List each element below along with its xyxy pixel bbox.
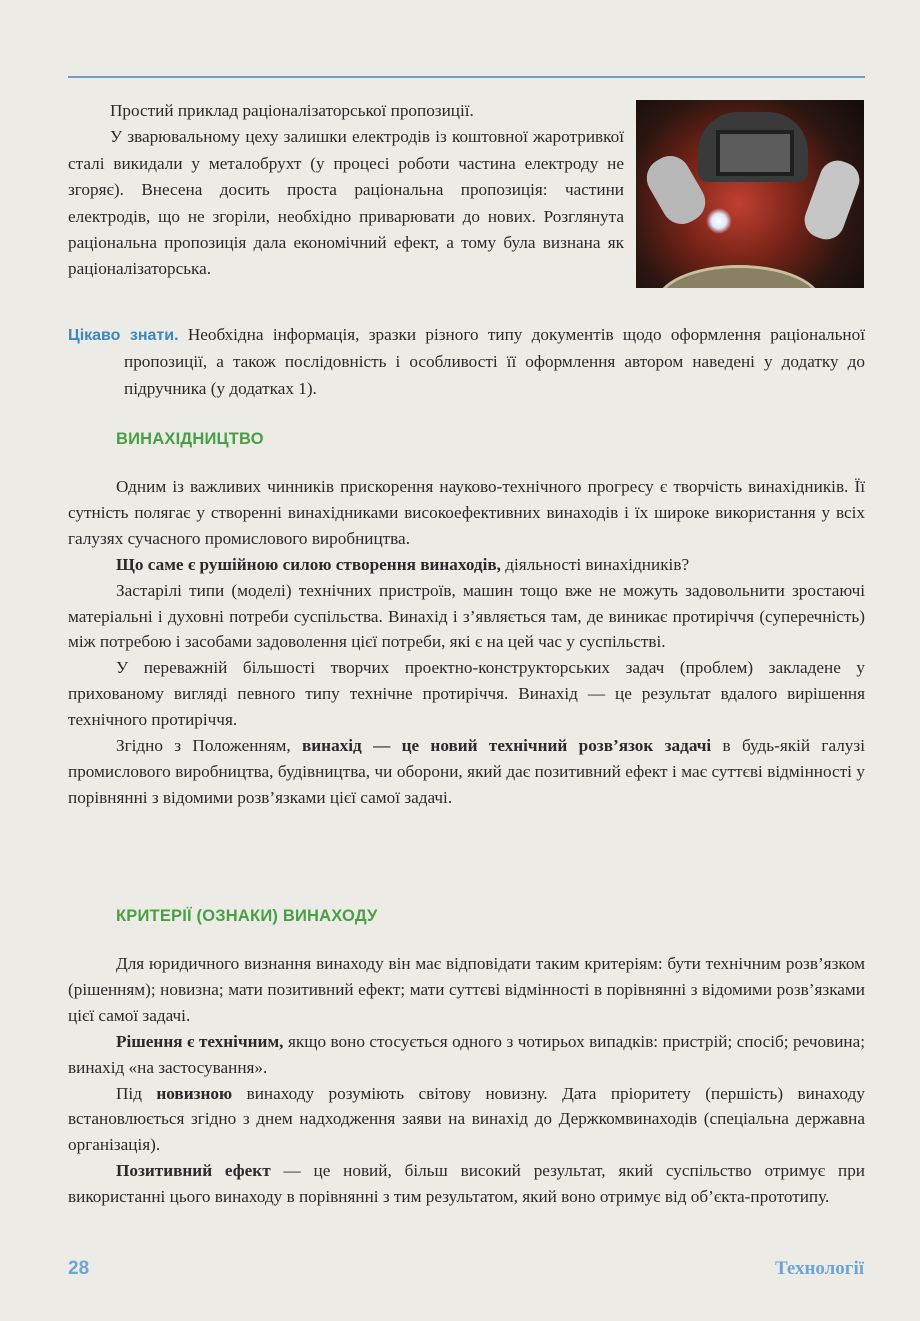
note-text: Необхідна інформація, зразки різного типу документів щодо оформлення раціональної пропозиції, а також послідовність і особливості її оформлення автором наведені у додатку до підручника (у додатках 1). (124, 325, 865, 398)
paragraph: У переважній більшості творчих проектно-конструкторських задач (проблем) закладене у прихованому вигляді певного типу технічне протиріччя. Винахід — це результат вдалого вирішення технічного протиріччя. (68, 658, 865, 730)
paragraph: Одним із важливих чинників прискорення науково-технічного прогресу є творчість винахідників. Її сутність полягає у створенні винахідниками високоефективних винаходів і їх широке використання у всіх галузях сучасного промислового виробництва. (68, 477, 865, 548)
section-heading-criteria: КРИТЕРІЇ (ОЗНАКИ) ВИНАХОДУ (116, 907, 378, 925)
paragraph (68, 1081, 865, 1159)
paragraph-rest: якщо воно стосується одного з чотирьох випадків: пристрій; спосіб; речовина; винахід «на застосування». (68, 1031, 865, 1077)
welder-photo (636, 100, 864, 288)
paragraph (68, 733, 865, 811)
paragraph: Для юридичного визнання винаходу він має відповідати таким критеріям: бути технічним розв’язком (рішенням); новизна; мати позитивний ефект; мати суттєві відмінності в порівнянні з відомими розв’язками цієї самої задачі. (68, 954, 865, 1025)
intro-title: Простий приклад раціоналізаторської пропозиції. (110, 101, 474, 120)
paragraph-rest: винаходу розуміють світову новизну. Дата пріоритету (першість) винаходу встановлюється згідно з днем надходження заяви на винахід до Держкомвинаходів (спеціальна державна організація). (68, 1083, 865, 1155)
paragraph (68, 1158, 865, 1210)
paragraph (68, 1029, 865, 1081)
welding-spark (706, 208, 732, 234)
bold-phrase: Позитивний ефект (116, 1161, 271, 1181)
section-heading-invention: ВИНАХІДНИЦТВО (116, 430, 264, 448)
intro-text (68, 98, 624, 283)
page-number: 28 (68, 1258, 90, 1279)
workpiece-disc (656, 265, 822, 288)
intro-paragraph: У зварювальному цеху залишки електродів із коштовної жаротривкої сталі викидали у металобрухт (у процесі роботи частина електроду не згоряє). Внесена досить проста раціональна пропозиція: частини електродів, що не згоріли, необхідно приварювати до нових. Розглянута раціональна пропозиція дала економічний ефект, а тому була визнана як раціоналізаторська. (68, 127, 624, 279)
bold-phrase: Що саме є рушійною силою створення винаходів, (116, 554, 501, 574)
paragraph-rest: діяльності винахідників? (500, 554, 690, 574)
top-divider (68, 76, 865, 78)
paragraph-rest: — це новий, більш високий результат, який суспільство отримує при використанні цього винаходу в порівнянні з тим результатом, який воно отримує від об’єкта-прототипу. (68, 1161, 865, 1207)
mask-visor (716, 130, 794, 176)
section-criteria-body (68, 951, 865, 1210)
book-title: Технології (774, 1258, 864, 1279)
section-invention-body (68, 474, 865, 811)
paragraph-start: Під (116, 1083, 157, 1103)
bold-phrase: новизною (156, 1083, 233, 1103)
interesting-note (68, 322, 865, 402)
paragraph (68, 552, 865, 578)
glove-right (800, 156, 864, 245)
note-label: Цікаво знати. (68, 327, 179, 344)
bold-phrase: винахід — це новий технічний розв’язок задачі (302, 736, 712, 756)
paragraph-rest: в будь-якій галузі промислового виробництва, будівництва, чи оборони, який дає позитивний ефект і має суттєві відмінності у порівнянні з відомими розв’язками цієї самої задачі. (68, 736, 865, 807)
paragraph-start: Згідно з Положенням, (116, 736, 302, 756)
paragraph: Застарілі типи (моделі) технічних пристроїв, машин тощо вже не можуть задовольнити зростаючі матеріальні і духовні потреби суспільства. Винахід і з’являється там, де виникає протиріччя (суперечність) між потребою і засобами задоволення цієї потреби, які є на цей час у суспільстві. (68, 580, 865, 652)
bold-phrase: Рішення є технічним, (116, 1031, 284, 1051)
